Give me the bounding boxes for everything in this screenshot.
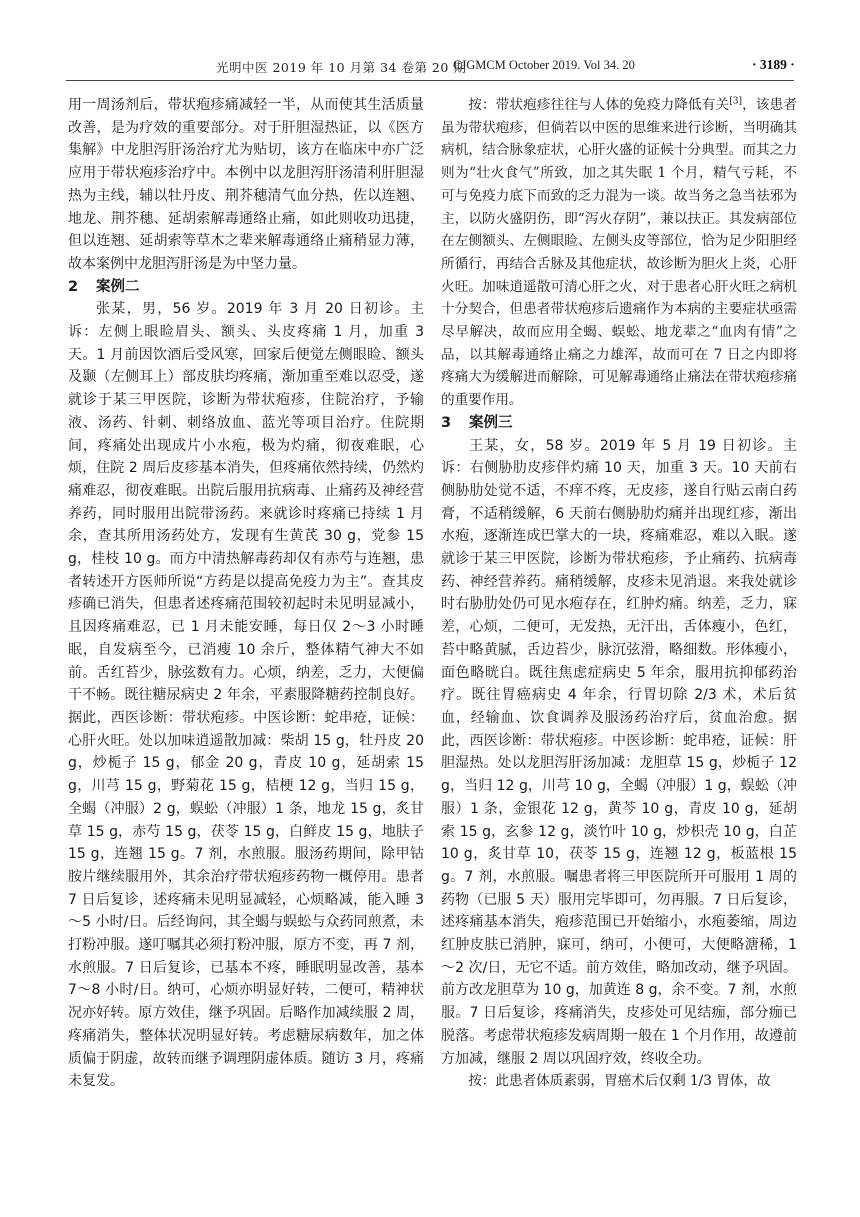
case3-paragraph: 王某，女，58 岁。2019 年 5 月 19 日初诊。主诉：右侧胁肋皮疹伴灼痛 10 天，加重 3 天。10 天前右侧胁肋处觉不适，不痒不疼，无皮疹，遂自行贴云南白药膏，不适稍缓解，6 天前右侧胁肋灼痛并出现红疹，渐出水疱，逐渐连成巴掌大的一块，疼痛难忍，难以入眠。遂就诊于某三甲医院，诊断为带状疱疹，予止痛药、抗病毒药、神经营养药。痛稍缓解，皮疹未见消退。来我处就诊时右胁肋处仍可见水疱存在，红肿灼痛。纳差，乏力，寐差，心烦，二便可，无发热，无汗出，舌体瘦小，色红，苔中略黄腻，舌边苔少，脉沉弦滑，略细数。形体瘦小，面色略晄白。既往焦虑症病史 5 年余，服用抗抑郁药治疗。既往胃癌病史 4 年余，行胃切除 2/3 术，术后贫血，经输血、饮食调养及服汤药治疗后，贫血治愈。据此，西医诊断：带状疱疹。中医诊断：蛇串疮，证候：肝胆湿热。处以龙胆泻肝汤加减：龙胆草 15 g，炒栀子 12 g，当归 12 g，川芎 10 g，全蝎（冲服）1 g，蜈蚣（冲服）1 条，金银花 12 g，黄芩 10 g，青皮 10 g，延胡索 15 g，玄参 12 g，淡竹叶 10 g，炒枳壳 10 g，白芷 10 g，炙甘草 10，茯苓 15 g，连翘 12 g，板蓝根 15 g。7 剂，水煎服。嘱患者将三甲医院所开可服用 1 周的药物（已服 5 天）服用完毕即可，勿再服。7 日后复诊，述疼痛基本消失，疱疹范围已开始缩小，水疱萎缩，周边红肿皮肤已消肿，寐可，纳可，小便可，大便略溏稀，1～2 次/日，无它不适。前方效佳，略加改动，继予巩固。前方改龙胆草为 10 g，加黄连 8 g，余不变。7 剂，水煎服。7 日后复诊，疼痛消失，皮疹处可见结痂，部分痂已脱落。考虑带状疱疹发病周期一般在 1 个月作用，故遵前方加减，继服 2 周以巩固疗效，终收全功。 (441, 437, 797, 1067)
journal-issue-en: CJGMCM October 2019. Vol 34. 20 (453, 58, 635, 72)
note-text-end: ，该患者虽为带状疱疹，但倘若以中医的思维来进行诊断，当明确其病机，结合脉象症状，心肝火盛的证候十分典型。而其之力则为“壮火食气”所致，加之其失眠 1 个月，精气亏耗，不可与免疫力底下而致的乏力混为一谈。故当务之急当祛邪为主，以防火盛阴伤，即“泻火存阴”，兼以扶正。其发病部位在左侧额头、左侧眼睑、左侧头皮等部位，恰为足少阳胆经所循行，再结合舌脉及其他症状，故诊断为胆火上炎，心肝火旺。加味逍遥散可清心肝之火，对于患者心肝火旺之病机十分契合，但患者带状疱疹后遗痛作为本病的主要症状亟需尽早解决，故而应用全蝎、蜈蚣、地龙辈之“血肉有情”之品，以其解毒通络止痛之力雄浑，故而可在 7 日之内即将疼痛大为缓解进而解除，可见解毒通络止痛法在带状疱疹痛的重要作用。 (441, 97, 797, 409)
section-heading-case3 (441, 412, 797, 435)
case1-conclusion-paragraph: 用一周汤剂后，带状疱疹痛减轻一半，从而使其生活质量改善，是为疗效的重要部分。对于肝胆湿热证，以《医方集解》中龙胆泻肝汤治疗尤为贴切，该方在临床中亦广泛应用于带状疱疹治疗中。本例中以龙胆泻肝汤清利肝胆湿热为主线，辅以牡丹皮、荆芥穗清气血分热，佐以连翘、地龙、荆芥穗、延胡索解毒通络止痛，如此则收功迅捷，但以连翘、延胡索等草木之辈来解毒通络止痛稍显力薄，故本案例中龙胆泻肝汤是为中坚力量。 (68, 97, 424, 272)
section-number: 2 (68, 278, 79, 295)
header-rule (66, 80, 794, 81)
right-column (441, 94, 797, 1093)
left-column (68, 94, 424, 1093)
case3-note-paragraph: 按：此患者体质素弱，胃癌术后仅剩 1/3 胃体，故 (468, 1073, 771, 1090)
journal-issue-cn: 光明中医 2019 年 10 月第 34 卷第 20 期 (216, 60, 467, 75)
page-number: · 3189 · (752, 57, 795, 72)
running-header (0, 58, 860, 80)
section-number: 3 (441, 414, 452, 431)
citation-ref[interactable]: [3] (729, 96, 743, 107)
section-title: 案例二 (96, 278, 140, 295)
section-title: 案例三 (469, 414, 513, 431)
note-text-start: 按：带状疱疹往往与人体的免疫力降低有关 (468, 97, 730, 113)
case2-note-paragraph (441, 94, 797, 412)
section-heading-case2 (68, 276, 424, 299)
case2-paragraph: 张某，男，56 岁。2019 年 3 月 20 日初诊。主诉：左侧上眼睑眉头、额头、头皮疼痛 1 月，加重 3 天。1 月前因饮酒后受风寒，回家后便觉左侧眼睑、额头及颞（左侧耳上）部皮肤均疼痛，渐加重至难以忍受，遂就诊于某三甲医院，诊断为带状疱疹，住院治疗，予输液、汤药、针刺、刺络放血、蓝光等项目治疗。住院期间，疼痛处出现成片小水疱，极为灼痛，彻夜难眠，心烦，住院 2 周后皮疹基本消失，但疼痛依然持续，仍然灼痛难忍，彻夜难眠。出院后服用抗病毒、止痛药及神经营养药，同时服用出院带汤药。来就诊时疼痛已持续 1 月余，查其所用汤药处方，发现有生黄芪 30 g，党参 15 g，桂枝 10 g。而方中清热解毒药却仅有赤芍与连翘，患者转述开方医师所说“方药是以提高免疫力为主”。查其皮疹确已消失，但患者述疼痛范围较初起时未见明显减小，且因疼痛难忍，已 1 月未能安睡，每日仅 2～3 小时睡眠，自发病至今，已消瘦 10 余斤，整体精气神大不如前。舌红苔少，脉弦数有力。心烦，纳差，乏力，大便偏干不畅。既往糖尿病史 2 年余，平素服降糖药控制良好。据此，西医诊断：带状疱疹。中医诊断：蛇串疮，证候：心肝火旺。处以加味逍遥散加减：柴胡 15 g，牡丹皮 20 g，炒栀子 15 g，郁金 20 g，青皮 10 g，延胡索 15 g，川芎 15 g，野菊花 15 g，桔梗 12 g，当归 15 g，全蝎（冲服）2 g，蜈蚣（冲服）1 条，地龙 15 g，炙甘草 15 g，赤芍 15 g，茯苓 15 g，白鲜皮 15 g，地肤子 15 g，连翘 15 g。7 剂，水煎服。服汤药期间，除甲钴胺片继续服用外，其余治疗带状疱疹药物一概停用。患者 7 日后复诊，述疼痛未见明显减轻，心烦略减，能入睡 3～5 小时/日。后经询问，其全蝎与蜈蚣与众药同煎煮，未打粉冲服。遂叮嘱其必须打粉冲服，原方不变，再 7 剂，水煎服。7 日后复诊，已基本不疼，睡眠明显改善，基本 7～8 小时/日。纳可，心烦亦明显好转，二便可，精神状况亦好转。原方效佳，继予巩固。后略作加减续服 2 周，疼痛消失，整体状况明显好转。考虑糖尿病数年，加之体质偏于阴虚，故转而继予调理阴虚体质。随访 3 月，疼痛未复发。 (68, 301, 424, 1090)
